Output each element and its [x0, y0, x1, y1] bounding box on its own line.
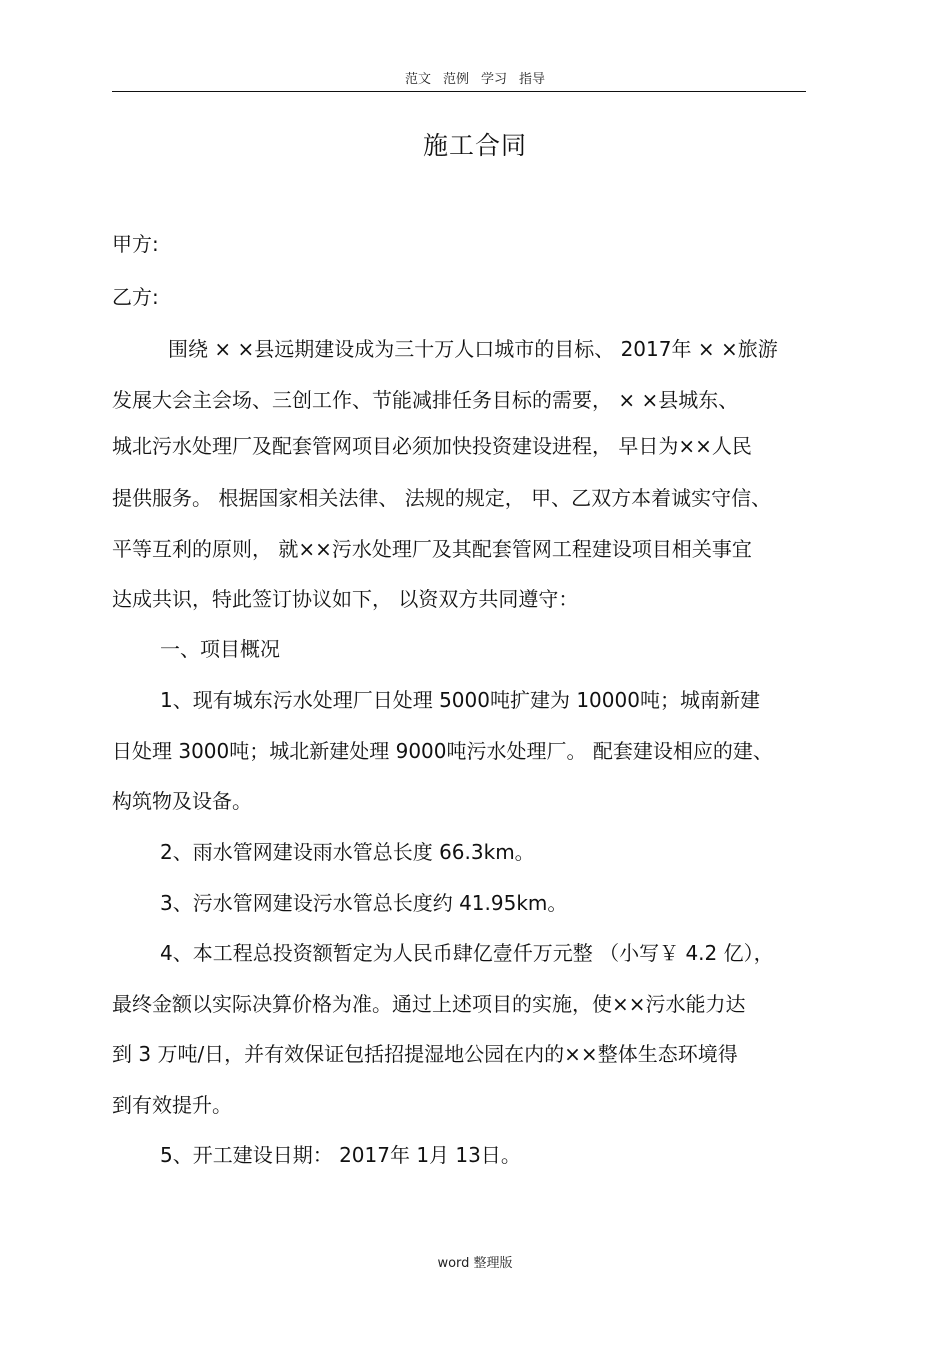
item-line: 1、现有城东污水处理厂日处理 5000吨扩建为 10000吨；城南新建	[160, 688, 760, 712]
item-line: 日处理 3000吨；城北新建处理 9000吨污水处理厂。 配套建设相应的建、	[112, 739, 773, 763]
paragraph-line: 达成共识，特此签订协议如下， 以资双方共同遵守：	[112, 587, 579, 611]
paragraph-line: 发展大会主会场、三创工作、节能减排任务目标的需要， × ×县城东、	[112, 388, 739, 412]
item-line: 5、开工建设日期： 2017年 1月 13日。	[160, 1143, 521, 1167]
header-divider	[112, 91, 806, 92]
paragraph-line: 平等互利的原则， 就××污水处理厂及其配套管网工程建设项目相关事宜	[112, 537, 752, 561]
document-title: 施工合同	[422, 131, 527, 160]
item-line: 3、污水管网建设污水管总长度约 41.95km。	[160, 891, 568, 915]
item-line: 2、雨水管网建设雨水管总长度 66.3km。	[160, 840, 535, 864]
header-item: 范例	[442, 72, 469, 87]
item-line: 4、本工程总投资额暂定为人民币肆亿壹仟万元整 （小写￥ 4.2 亿），	[160, 941, 774, 965]
item-line: 到 3 万吨/日，并有效保证包括招提湿地公园在内的××整体生态环境得	[112, 1042, 738, 1066]
section-heading: 一、项目概况	[160, 637, 280, 661]
item-line: 到有效提升。	[112, 1093, 232, 1117]
item-line: 构筑物及设备。	[112, 789, 252, 813]
paragraph-line: 提供服务。 根据国家相关法律、 法规的规定， 甲、乙双方本着诚实守信、	[112, 486, 772, 510]
paragraph-line: 围绕 × ×县远期建设成为三十万人口城市的目标、 2017年 × ×旅游	[168, 337, 778, 361]
header-item: 指导	[519, 72, 546, 87]
header-item: 学习	[481, 72, 508, 87]
party-b-label: 乙方:	[112, 285, 159, 309]
page-footer: word 整理版	[437, 1256, 513, 1271]
page-header	[0, 68, 950, 87]
party-a-label: 甲方:	[112, 232, 159, 256]
paragraph-line: 城北污水处理厂及配套管网项目必须加快投资建设进程， 早日为××人民	[112, 434, 752, 458]
item-line: 最终金额以实际决算价格为准。通过上述项目的实施，使××污水能力达	[112, 992, 746, 1016]
header-item: 范文	[404, 72, 431, 87]
